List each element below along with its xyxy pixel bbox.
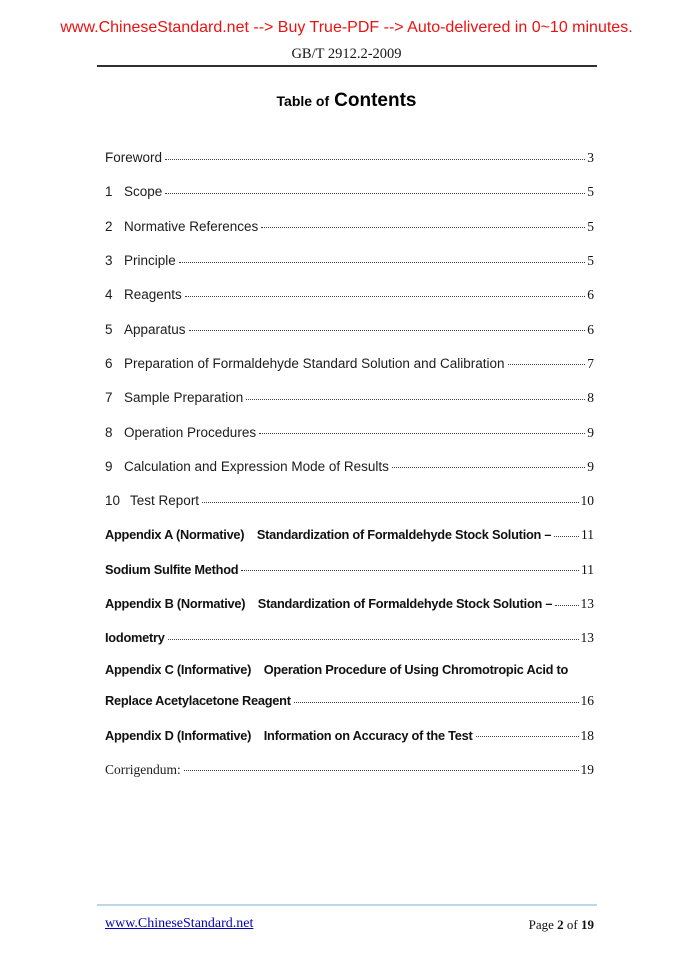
toc-entry (105, 484, 594, 518)
toc-entry-line (105, 527, 594, 543)
page-title (0, 90, 693, 112)
toc-leader-dots (476, 736, 579, 737)
toc-entry-line (105, 693, 594, 709)
toc-entry-label: Sample Preparation (124, 390, 244, 406)
toc-leader-dots (165, 193, 585, 194)
toc-entry (105, 312, 594, 346)
toc-entry-line (105, 596, 594, 612)
toc-entry-page: 11 (581, 527, 594, 543)
toc-entry-page: 13 (580, 630, 594, 646)
toc-entry-label: Reagents (124, 287, 182, 303)
toc-entry-page: 3 (587, 150, 594, 166)
toc-entry-line (105, 662, 594, 677)
toc-entry-label: Appendix A (Normative) Standardization of Formaldehyde Stock Solution – (105, 527, 552, 543)
toc-entry-line (105, 356, 594, 372)
toc-entry (105, 621, 594, 655)
toc-entry-page: 10 (580, 493, 594, 509)
toc-leader-dots (261, 227, 585, 228)
toc-leader-dots (184, 770, 579, 771)
toc-leader-dots (554, 536, 579, 537)
toc-entry-number: 2 (105, 218, 113, 234)
toc-leader-dots (555, 605, 578, 606)
toc-leader-dots (241, 570, 579, 571)
toc-entry-page: 13 (580, 596, 594, 611)
toc-entry-label: Appendix D (Informative) Information on Accuracy of the Test (105, 727, 473, 743)
page-indicator-prefix: Page (528, 917, 558, 932)
toc-entry (105, 415, 594, 449)
toc-entry (105, 450, 594, 484)
toc-entry-label: Apparatus (124, 321, 186, 337)
toc-entry-line (105, 253, 594, 269)
toc-entry (105, 347, 594, 381)
toc-leader-dots (294, 702, 579, 703)
buy-pdf-banner: www.ChineseStandard.net --> Buy True-PDF --> Auto-delivered in 0~10 minutes. (60, 19, 633, 36)
toc-entry-label: Operation Procedures (124, 424, 257, 440)
toc-entry-label: Foreword (105, 150, 163, 166)
toc-leader-dots (165, 159, 585, 160)
toc-entry-number: 4 (105, 287, 113, 303)
toc-entry-line (105, 287, 594, 303)
footer-divider (97, 904, 597, 906)
page-indicator (529, 917, 594, 933)
toc-entry-label: Scope (124, 184, 163, 200)
footer-site-link[interactable]: www.ChineseStandard.net (105, 916, 254, 931)
toc-entry-number: 10 (105, 493, 121, 509)
toc-entry (105, 518, 594, 552)
toc-entry-label: Replace Acetylacetone Reagent (105, 693, 291, 709)
toc-entry-line (105, 562, 594, 578)
toc-entry-page: 11 (581, 561, 594, 577)
toc-entry (105, 244, 594, 278)
toc-entry-number: 5 (105, 321, 113, 337)
toc-entry-number: 7 (105, 390, 113, 406)
toc-entry-line (105, 762, 594, 778)
toc-entry-number: 3 (105, 253, 113, 269)
toc-entry-page: 18 (580, 727, 594, 743)
toc-entry (105, 655, 594, 684)
toc-entry-label: Appendix C (Informative) Operation Procedure of Using Chromotropic Acid to (105, 662, 569, 678)
toc-entry-label: Sodium Sulfite Method (105, 561, 239, 577)
header-divider (97, 65, 597, 67)
toc-entry (105, 210, 594, 244)
toc-entry-label: Principle (124, 253, 176, 269)
page-indicator-total: 19 (581, 917, 594, 932)
toc-entry-line (105, 728, 594, 744)
toc-entry-number: 9 (105, 458, 113, 474)
toc-entry-line (105, 219, 594, 235)
toc-entry-page: 8 (587, 390, 594, 406)
toc-entry-line (105, 322, 594, 338)
toc-entry-line (105, 425, 594, 441)
toc-entry (105, 553, 594, 587)
toc-leader-dots (185, 296, 585, 297)
toc-entry-page: 6 (587, 321, 594, 337)
toc-entry-label: Test Report (130, 493, 200, 509)
toc-entry-label: Corrigendum: (105, 761, 181, 777)
toc-entry-page: 7 (587, 355, 594, 371)
toc-leader-dots (168, 639, 579, 640)
toc-entry-line (105, 493, 594, 509)
toc-entry (105, 381, 594, 415)
toc-leader-dots (189, 330, 586, 331)
toc-entry-page: 5 (587, 253, 594, 269)
standard-number: GB/T 2912.2-2009 (291, 46, 402, 62)
toc-entry-label: Calculation and Expression Mode of Results (124, 458, 389, 474)
toc-entry (105, 587, 594, 621)
toc-entry (105, 278, 594, 312)
toc-entry-page: 5 (587, 218, 594, 234)
toc-entry-label: Normative References (124, 218, 259, 234)
toc-entry-label: Preparation of Formaldehyde Standard Solution and Calibration (124, 355, 505, 371)
toc-leader-dots (202, 502, 578, 503)
page-title-prefix: Table of (276, 93, 330, 109)
toc-entry-label: Appendix B (Normative) Standardization of Formaldehyde Stock Solution – (105, 596, 553, 611)
toc-entry-line (105, 150, 594, 166)
page-indicator-of: of (563, 917, 581, 932)
toc-entry-number: 1 (105, 184, 113, 200)
toc-entry-line (105, 630, 594, 646)
toc-entry-label: Iodometry (105, 630, 165, 646)
toc-entry-page: 6 (587, 287, 594, 303)
toc-leader-dots (392, 467, 585, 468)
toc-entry-page: 5 (587, 184, 594, 200)
toc-entry-page: 9 (587, 458, 594, 474)
toc-entry (105, 175, 594, 209)
toc-entry-page: 16 (580, 693, 594, 709)
toc-entry (105, 141, 594, 175)
toc-entry-line (105, 390, 594, 406)
toc-entry (105, 753, 594, 787)
page-indicator-current: 2 (557, 917, 564, 932)
toc-entry-page: 19 (580, 761, 594, 777)
toc-list (105, 141, 594, 787)
toc-entry-page: 9 (587, 424, 594, 440)
page-title-main: Contents (334, 90, 417, 111)
toc-entry (105, 684, 594, 718)
toc-leader-dots (246, 399, 585, 400)
toc-entry-number: 8 (105, 424, 113, 440)
toc-entry-line (105, 459, 594, 475)
toc-entry-line (105, 184, 594, 200)
toc-entry-number: 6 (105, 355, 113, 371)
toc-leader-dots (508, 364, 586, 365)
toc-leader-dots (259, 433, 585, 434)
toc-entry (105, 719, 594, 753)
toc-leader-dots (179, 262, 585, 263)
